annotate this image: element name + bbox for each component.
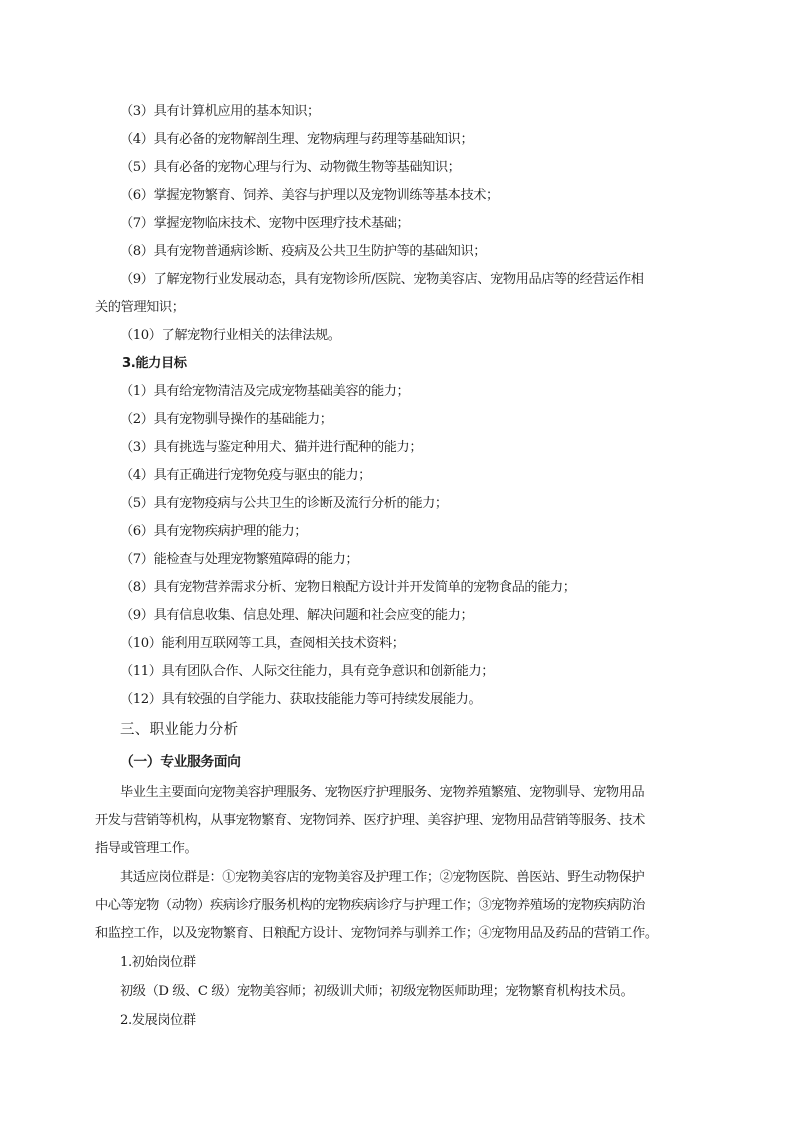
- section-heading: 三、职业能力分析: [120, 722, 239, 738]
- ability-item: （6）具有宠物疾病护理的能力；: [120, 524, 308, 539]
- ability-item: （1）具有给宠物清洁及完成宠物基础美容的能力；: [120, 384, 410, 399]
- positions-paragraph-line: 其适应岗位群是：①宠物美容店的宠物美容及护理工作；②宠物医院、兽医站、野生动物保护: [120, 870, 645, 885]
- ability-item: （5）具有宠物疫病与公共卫生的诊断及流行分析的能力；: [120, 496, 448, 511]
- service-paragraph-line: 开发与营销等机构，从事宠物繁育、宠物饲养、医疗护理、美容护理、宠物用品营销等服务、技术: [95, 813, 645, 828]
- initial-group-heading: 1.初始岗位群: [120, 955, 196, 970]
- develop-group-heading: 2.发展岗位群: [120, 1013, 196, 1028]
- knowledge-item: （6）掌握宠物繁育、饲养、美容与护理以及宠物训练等基本技术；: [120, 188, 499, 203]
- ability-heading: 3.能力目标: [122, 356, 187, 371]
- ability-item: （4）具有正确进行宠物免疫与驱虫的能力；: [120, 468, 371, 483]
- service-paragraph-line: 指导或管理工作。: [95, 841, 198, 856]
- knowledge-item: （9）了解宠物行业发展动态，具有宠物诊所/医院、宠物美容店、宠物用品店等的经营运作相: [120, 272, 644, 287]
- knowledge-item: （4）具有必备的宠物解剖生理、宠物病理与药理等基础知识；: [120, 132, 474, 147]
- ability-item: （2）具有宠物驯导操作的基础能力；: [120, 412, 333, 427]
- knowledge-item-continuation: 关的管理知识；: [95, 300, 185, 315]
- knowledge-item: （10）了解宠物行业相关的法律法规。: [120, 328, 341, 343]
- ability-item: （9）具有信息收集、信息处理、解决问题和社会应变的能力；: [120, 608, 474, 623]
- ability-item: （8）具有宠物营养需求分析、宠物日粮配方设计并开发简单的宠物食品的能力；: [120, 580, 576, 595]
- ability-item: （7）能检查与处理宠物繁殖障碍的能力；: [120, 552, 359, 567]
- ability-item: （3）具有挑选与鉴定种用犬、猫并进行配种的能力；: [120, 440, 423, 455]
- knowledge-item: （3）具有计算机应用的基本知识；: [120, 104, 320, 119]
- subsection-heading: （一）专业服务面向: [120, 754, 241, 770]
- knowledge-item: （8）具有宠物普通病诊断、疫病及公共卫生防护等的基础知识；: [120, 244, 487, 259]
- service-paragraph-line: 毕业生主要面向宠物美容护理服务、宠物医疗护理服务、宠物养殖繁殖、宠物驯导、宠物用品: [120, 785, 645, 800]
- ability-item: （11）具有团队合作、人际交往能力，具有竞争意识和创新能力；: [120, 664, 495, 679]
- ability-item: （12）具有较强的自学能力、获取技能能力等可持续发展能力。: [120, 692, 482, 707]
- positions-paragraph-line: 和监控工作，以及宠物繁育、日粮配方设计、宠物饲养与驯养工作；④宠物用品及药品的营销工作。: [95, 926, 658, 941]
- positions-paragraph-line: 中心等宠物（动物）疾病诊疗服务机构的宠物疾病诊疗与护理工作；③宠物养殖场的宠物疾病防治: [95, 898, 645, 913]
- ability-item: （10）能利用互联网等工具，查阅相关技术资料；: [120, 636, 405, 651]
- knowledge-item: （7）掌握宠物临床技术、宠物中医理疗技术基础；: [120, 216, 410, 231]
- knowledge-item: （5）具有必备的宠物心理与行为、动物微生物等基础知识；: [120, 160, 461, 175]
- initial-group-text: 初级（D 级、C 级）宠物美容师；初级训犬师；初级宠物医师助理；宠物繁育机构技术员。: [120, 984, 634, 999]
